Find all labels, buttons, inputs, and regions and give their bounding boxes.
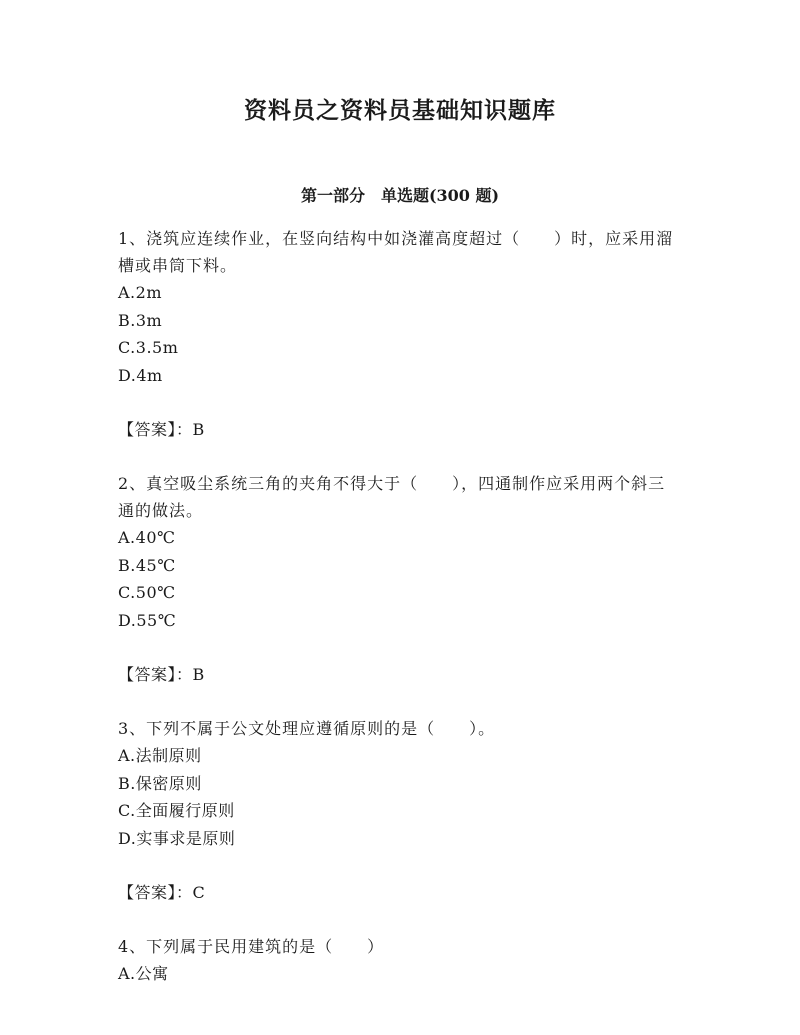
option-d: D.实事求是原则	[118, 828, 236, 848]
option-b: B.45℃	[118, 555, 176, 575]
section-title: 第一部分 单选题(300 题)	[300, 186, 500, 205]
answer-value: C	[192, 883, 206, 902]
option-b: B.3m	[118, 310, 163, 330]
answer-line	[118, 416, 678, 443]
question-stem: 2、真空吸尘系统三角的夹角不得大于（ ），四通制作应采用两个斜三通的做法。	[118, 474, 666, 520]
question-stem: 3、下列不属于公文处理应遵循原则的是（ ）。	[118, 719, 496, 738]
question-stem: 1、浇筑应连续作业，在竖向结构中如浇灌高度超过（ ）时，应采用溜槽或串筒下料。	[118, 229, 674, 275]
option-c: C.全面履行原则	[118, 801, 235, 820]
option-a: A.公寓	[118, 964, 169, 983]
answer-line	[118, 879, 678, 906]
option-b: B.保密原则	[118, 773, 202, 793]
option-a: A.2m	[118, 283, 162, 302]
question-2	[118, 470, 678, 688]
question-list	[118, 225, 678, 1015]
option-a: A.40℃	[118, 528, 176, 547]
question-stem: 4、下列属于民用建筑的是（ ）	[118, 937, 385, 956]
question-3	[118, 715, 678, 906]
option-c: C.3.5m	[118, 338, 179, 357]
option-d: D.55℃	[118, 610, 177, 630]
answer-line	[118, 661, 678, 688]
option-d: D.4m	[118, 365, 163, 385]
answer-value: B	[192, 665, 205, 684]
answer-label: 【答案】：	[118, 665, 193, 684]
answer-label: 【答案】：	[118, 883, 193, 902]
question-1	[118, 225, 678, 443]
answer-label: 【答案】：	[118, 420, 193, 439]
answer-value: B	[192, 420, 205, 439]
option-a: A.法制原则	[118, 746, 202, 765]
option-c: C.50℃	[118, 583, 176, 602]
document-title: 资料员之资料员基础知识题库	[244, 97, 556, 124]
question-4	[118, 933, 678, 988]
